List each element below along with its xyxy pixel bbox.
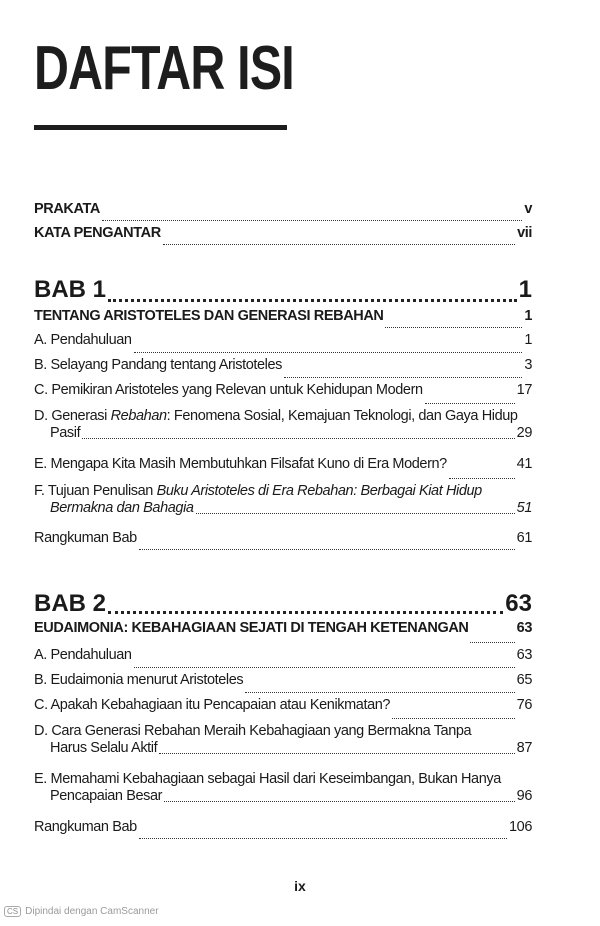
toc-label-line2 [34, 788, 532, 805]
toc-label: TENTANG ARISTOTELES DAN GENERASI REBAHAN [34, 308, 384, 324]
leader-dots [134, 667, 515, 668]
toc-entry[interactable] [34, 483, 532, 530]
leader-dots [134, 352, 523, 353]
toc-entry[interactable] [34, 771, 532, 819]
toc-page: 76 [516, 697, 532, 713]
leader-dots [385, 327, 522, 328]
leader-dots [470, 642, 514, 643]
leader-dots [284, 377, 522, 378]
page-number: ix [294, 878, 306, 894]
chapter-page: 63 [505, 590, 532, 617]
chapter-heading-bab-1[interactable] [34, 276, 532, 308]
leader-dots [163, 244, 515, 245]
chapter-1 [34, 276, 532, 554]
leader-dots [108, 611, 503, 614]
toc-label-line1: F. Tujuan Penulisan Buku Aristoteles di Era Rebahan: Berbagai Kiat Hidup [34, 483, 482, 499]
toc-entry[interactable] [34, 819, 532, 843]
toc-label-line2 [34, 500, 532, 517]
scanner-text: Dipindai dengan CamScanner [25, 906, 159, 917]
toc-page: v [524, 201, 532, 217]
chapter-heading-bab-2[interactable] [34, 590, 532, 620]
toc-entry[interactable] [34, 408, 532, 456]
toc-entry[interactable] [34, 697, 532, 723]
toc-label: Harus Selalu Aktif [50, 740, 158, 757]
toc-label: A. Pendahuluan [34, 332, 132, 348]
chapter-label: BAB 2 [34, 590, 107, 617]
leader-dots [164, 801, 515, 802]
toc-entry-kata-pengantar[interactable] [34, 225, 532, 249]
toc-label-line1: E. Memahami Kebahagiaan sebagai Hasil dari Keseimbangan, Bukan Hanya [34, 771, 501, 787]
toc-page: 96 [516, 788, 532, 805]
toc-label: B. Selayang Pandang tentang Aristoteles [34, 357, 283, 373]
toc-label: Pencapaian Besar [50, 788, 163, 805]
toc-page: 17 [516, 382, 532, 398]
toc-page: 51 [516, 500, 532, 517]
chapter-subtitle[interactable] [34, 308, 532, 332]
toc-page: 1 [524, 308, 532, 324]
chapter-2 [34, 590, 532, 843]
toc-label-line1: D. Generasi Rebahan: Fenomena Sosial, Kemajuan Teknologi, dan Gaya Hidup [34, 408, 518, 424]
leader-dots [108, 299, 517, 302]
toc-entry[interactable] [34, 723, 532, 771]
title-underline [34, 125, 287, 130]
scanner-watermark [4, 906, 159, 917]
front-matter [34, 201, 532, 249]
leader-dots [392, 718, 515, 719]
page-title: DAFTAR ISI [34, 34, 294, 103]
toc-label-line2 [34, 425, 532, 442]
toc-label: C. Apakah Kebahagiaan itu Pencapaian atau Kenikmatan? [34, 697, 391, 713]
leader-dots [425, 403, 515, 404]
chapter-subtitle[interactable] [34, 620, 532, 647]
toc-label: EUDAIMONIA: KEBAHAGIAAN SEJATI DI TENGAH KETENANGAN [34, 620, 469, 636]
toc-label: E. Mengapa Kita Masih Membutuhkan Filsafat Kuno di Era Modern? [34, 456, 447, 472]
leader-dots [449, 478, 515, 479]
toc-page: 61 [516, 530, 532, 546]
toc-entry[interactable] [34, 332, 532, 357]
leader-dots [139, 838, 507, 839]
camscanner-logo-icon: CS [4, 906, 21, 917]
chapter-label: BAB 1 [34, 276, 107, 303]
toc-label: Rangkuman Bab [34, 819, 137, 835]
leader-dots [159, 753, 514, 754]
toc-page: 1 [524, 332, 532, 348]
toc-page: 106 [509, 819, 532, 835]
toc-label-line1: D. Cara Generasi Rebahan Meraih Kebahagiaan yang Bermakna Tanpa [34, 723, 472, 739]
toc-label: PRAKATA [34, 201, 100, 217]
leader-dots [82, 438, 514, 439]
toc-page: 63 [516, 647, 532, 663]
toc-label: Rangkuman Bab [34, 530, 137, 546]
toc-entry[interactable] [34, 382, 532, 408]
toc-page: 65 [516, 672, 532, 688]
toc-label: Bermakna dan Bahagia [50, 500, 194, 517]
leader-dots [102, 220, 522, 221]
toc-label: KATA PENGANTAR [34, 225, 161, 241]
toc-label-line2 [34, 740, 532, 757]
toc-entry[interactable] [34, 672, 532, 697]
toc-entry[interactable] [34, 530, 532, 554]
leader-dots [196, 513, 515, 514]
leader-dots [139, 549, 515, 550]
toc-label: C. Pemikiran Aristoteles yang Relevan untuk Kehidupan Modern [34, 382, 423, 398]
toc-page: 87 [516, 740, 532, 757]
toc-page: 41 [516, 456, 532, 472]
toc-entry-prakata[interactable] [34, 201, 532, 225]
toc-entry[interactable] [34, 647, 532, 672]
toc-label: B. Eudaimonia menurut Aristoteles [34, 672, 244, 688]
toc-label: A. Pendahuluan [34, 647, 132, 663]
toc-page: vii [517, 225, 532, 241]
chapter-page: 1 [518, 276, 532, 303]
toc-entry[interactable] [34, 456, 532, 483]
toc-page: 29 [516, 425, 532, 442]
toc-page: 63 [516, 620, 532, 636]
toc-entry[interactable] [34, 357, 532, 382]
toc-label: Pasif [50, 425, 81, 442]
leader-dots [245, 692, 514, 693]
toc-page: 3 [524, 357, 532, 373]
